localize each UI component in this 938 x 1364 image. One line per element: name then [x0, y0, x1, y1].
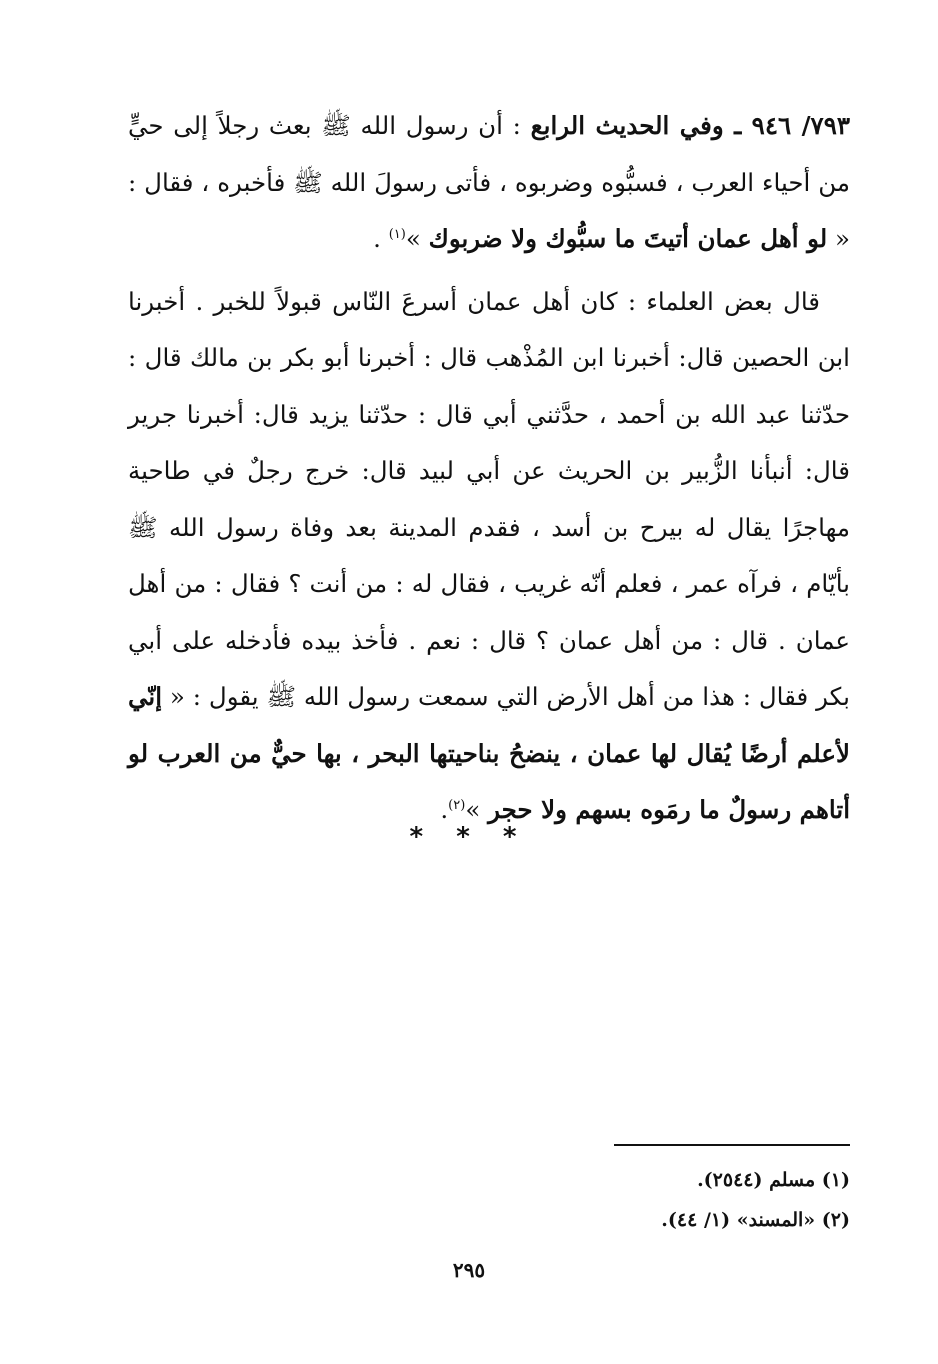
- commentary-quote: إنّي لأعلم أرضًا يُقال لها عمان ، ينضحُ بناحيتها البحر ، بها حيٌّ من العرب لو أتاهم رسولٌ ما رمَوه بسهم ولا حجر: [128, 682, 850, 824]
- footnotes: [500, 1160, 850, 1240]
- footnote-ref-2: (٢): [448, 797, 466, 813]
- hadith-end: .: [373, 224, 389, 253]
- footnote-2: (٢) «المسند» (١/ ٤٤).: [661, 1209, 850, 1231]
- hadith-paragraph: [128, 98, 850, 268]
- commentary-text: قال بعض العلماء : كان أهل عمان أسرعَ النّاس قبولاً للخبر . أخبرنا ابن الحصين قال: أخبرنا ابن المُذْهب قال : أخبرنا أبو بكر بن مالك قال : حدّثنا عبد الله بن أحمد ، حدَّثني أبي قال : حدّثنا يزيد قال: أخبرنا جرير قال: أنبأنا الزُّبير بن الحريث عن أبي لبيد قال: خرج رجلٌ في طاحية مهاجرًا يقال له بيرح بن أسد ، فقدم المدينة بعد وفاة رسول الله ﷺ بأيّام ، فرآه عمر ، فعلم أنّه غريب ، فقال له : من أنت ؟ فقال : من أهل عمان . قال : من أهل عمان ؟ قال : نعم . فأخذ بيده فأدخله على أبي بكر فقال : هذا من أهل الأرض التي سمعت رسول الله ﷺ يقول : «: [128, 286, 850, 711]
- hadith-quote: لو أهل عمان أتيتَ ما سبُّوك ولا ضربوك: [428, 224, 828, 253]
- section-separator: * * *: [409, 822, 529, 852]
- hadith-quote-close: »: [405, 224, 429, 253]
- hadith-text: : أن رسول الله ﷺ بعث رجلاً إلى حيٍّ من أحياء العرب ، فسبُّوه وضربوه ، فأتى رسولَ الله ﷺ فأخبره ، فقال : «: [128, 111, 850, 253]
- hadith-number: ٧٩٣/ ٩٤٦: [751, 111, 851, 140]
- footnote-divider: [614, 1144, 850, 1146]
- commentary-quote-close: »: [465, 795, 489, 824]
- page-number: ٢٩٥: [452, 1258, 486, 1282]
- main-text: [128, 98, 850, 839]
- commentary-end: .: [440, 795, 449, 824]
- commentary-paragraph: [128, 274, 850, 839]
- footnote-ref-1: (١): [388, 226, 406, 242]
- footnote-1: (١) مسلم (٢٥٤٤).: [697, 1169, 850, 1191]
- hadith-lead: ـ وفي الحديث الرابع: [530, 111, 752, 140]
